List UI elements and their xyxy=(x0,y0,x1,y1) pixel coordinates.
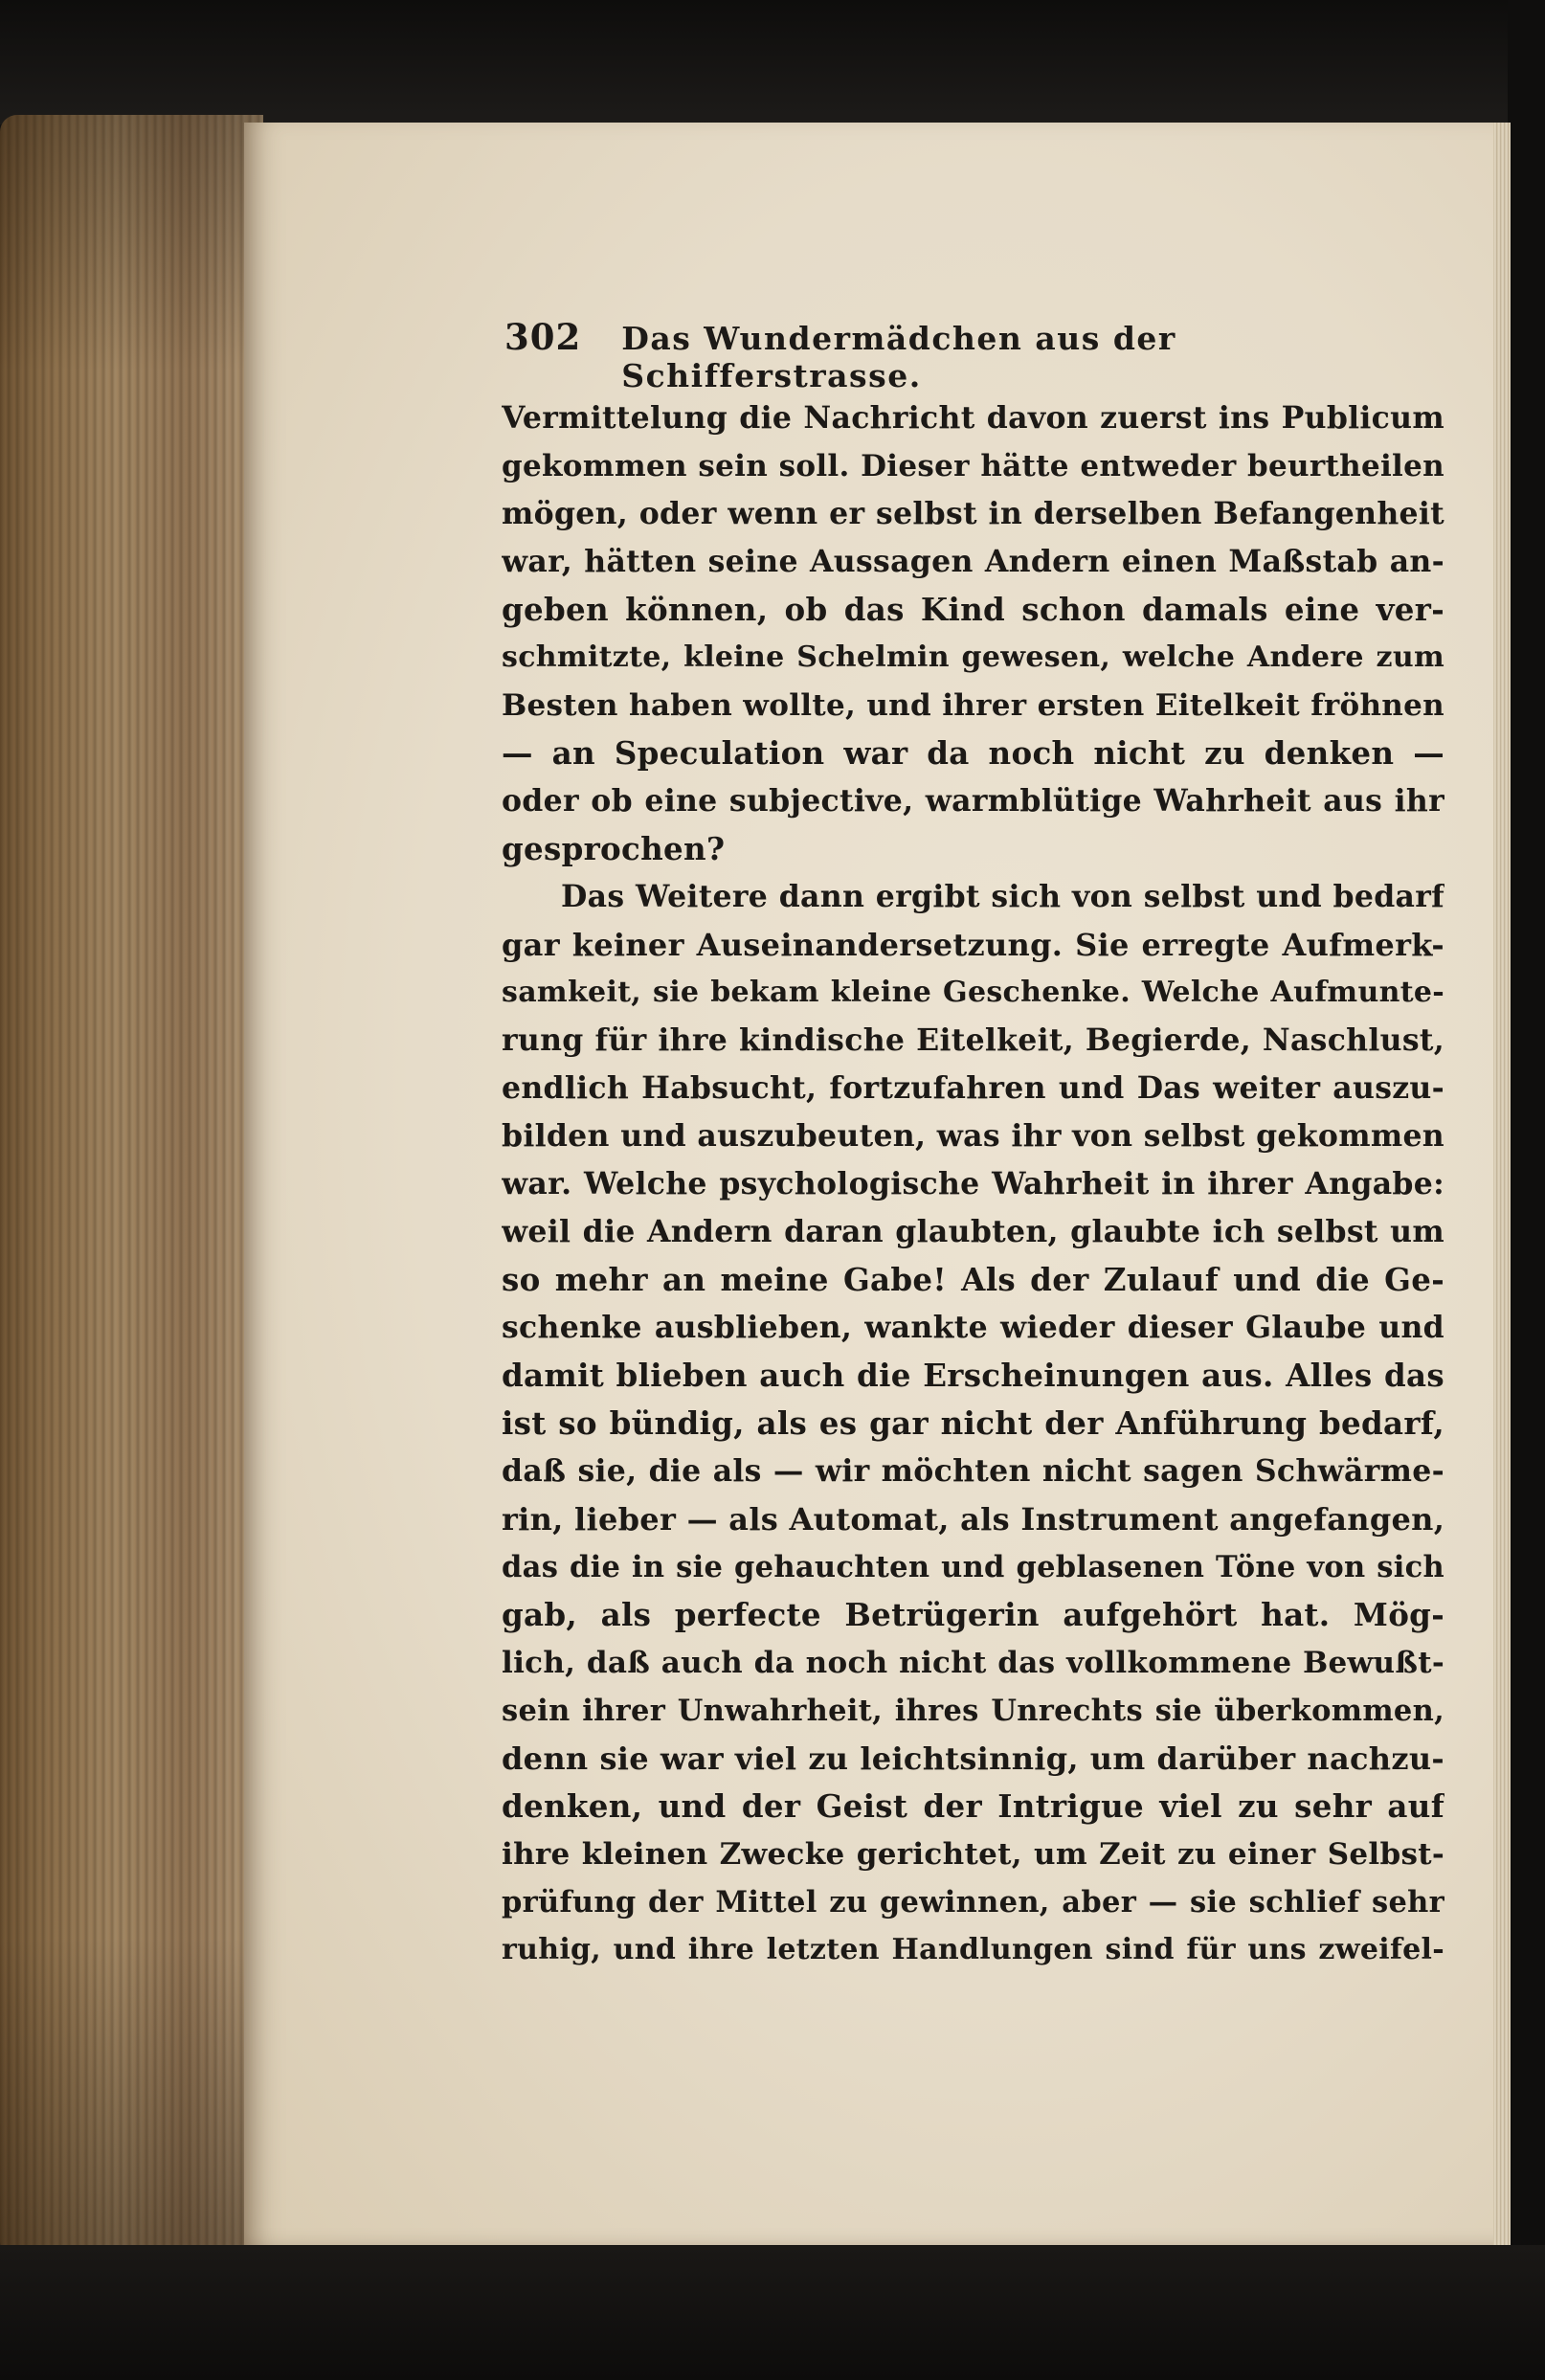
text-line: sein ihrer Unwahrheit, ihres Unrechts sie überkommen, xyxy=(502,1694,1444,1728)
text-line: war, hätten seine Aussagen Andern einen Maßstab an- xyxy=(502,544,1444,579)
text-line: samkeit, sie bekam kleine Geschenke. Welche Aufmunte- xyxy=(502,976,1444,1009)
text-line: lich, daß auch da noch nicht das vollkommene Bewußt- xyxy=(502,1646,1444,1680)
text-line: bilden und auszubeuten, was ihr von selbst gekommen xyxy=(502,1118,1444,1154)
text-line: daß sie, die als — wir möchten nicht sagen Schwärme- xyxy=(502,1453,1444,1489)
text-line: oder ob eine subjective, warmblütige Wahrheit aus ihr xyxy=(502,783,1444,819)
scan-background-bottom xyxy=(0,2245,1545,2380)
text-line: ruhig, und ihre letzten Handlungen sind für uns zweifel- xyxy=(502,1933,1444,1966)
page-stack-edge xyxy=(1493,123,1511,2253)
text-line: schmitzte, kleine Schelmin gewesen, welche Andere zum xyxy=(502,640,1444,674)
text-line: weil die Andern daran glaubten, glaubte ich selbst um xyxy=(502,1214,1444,1249)
text-line: denn sie war viel zu leichtsinnig, um darüber nachzu- xyxy=(502,1740,1444,1777)
text-line: ist so bündig, als es gar nicht der Anführung bedarf, xyxy=(502,1404,1444,1442)
text-line: so mehr an meine Gabe! Als der Zulauf und die Ge- xyxy=(502,1261,1444,1298)
text-line: — an Speculation war da noch nicht zu denken — xyxy=(502,734,1444,772)
scan-background-top xyxy=(0,0,1545,124)
text-line: endlich Habsucht, fortzufahren und Das weiter auszu- xyxy=(502,1070,1444,1106)
text-line: mögen, oder wenn er selbst in derselben Befangenheit xyxy=(502,496,1444,531)
text-line: denken, und der Geist der Intrigue viel zu sehr auf xyxy=(502,1787,1444,1825)
text-line: Besten haben wollte, und ihrer ersten Eitelkeit fröhnen xyxy=(502,688,1444,723)
text-line: gesprochen? xyxy=(502,830,726,867)
text-line: gekommen sein soll. Dieser hätte entweder beurtheilen xyxy=(502,449,1444,483)
text-line: ihre kleinen Zwecke gerichtet, um Zeit zu einer Selbst- xyxy=(502,1837,1444,1872)
body-text xyxy=(502,394,1444,1974)
page-number: 302 xyxy=(504,316,582,358)
paragraph-first-line: Das Weitere dann ergibt sich von selbst und bedarf xyxy=(561,879,1444,914)
text-line: gab, als perfecte Betrügerin aufgehört hat. Mög- xyxy=(502,1596,1444,1633)
text-line: damit blieben auch die Erscheinungen aus. Alles das xyxy=(502,1357,1444,1394)
scan-background-right xyxy=(1508,0,1545,2380)
text-line: das die in sie gehauchten und geblasenen Töne von sich xyxy=(502,1550,1444,1584)
text-line: geben können, ob das Kind schon damals eine ver- xyxy=(502,591,1444,628)
running-head: Das Wundermädchen aus der Schifferstrasse. xyxy=(621,320,1176,394)
text-line: war. Welche psychologische Wahrheit in ihrer Angabe: xyxy=(502,1166,1444,1201)
fore-edge-shading xyxy=(0,115,263,2259)
text-line: Vermittelung die Nachricht davon zuerst ins Publicum xyxy=(502,400,1444,436)
text-line: prüfung der Mittel zu gewinnen, aber — sie schlief sehr xyxy=(502,1885,1444,1920)
text-line: schenke ausblieben, wankte wieder dieser Glaube und xyxy=(502,1310,1444,1345)
text-line: rin, lieber — als Automat, als Instrument angefangen, xyxy=(502,1501,1444,1538)
text-line: rung für ihre kindische Eitelkeit, Begierde, Naschlust, xyxy=(502,1022,1444,1058)
page-header xyxy=(504,316,1433,394)
text-line: gar keiner Auseinandersetzung. Sie erregte Aufmerk- xyxy=(502,927,1444,963)
